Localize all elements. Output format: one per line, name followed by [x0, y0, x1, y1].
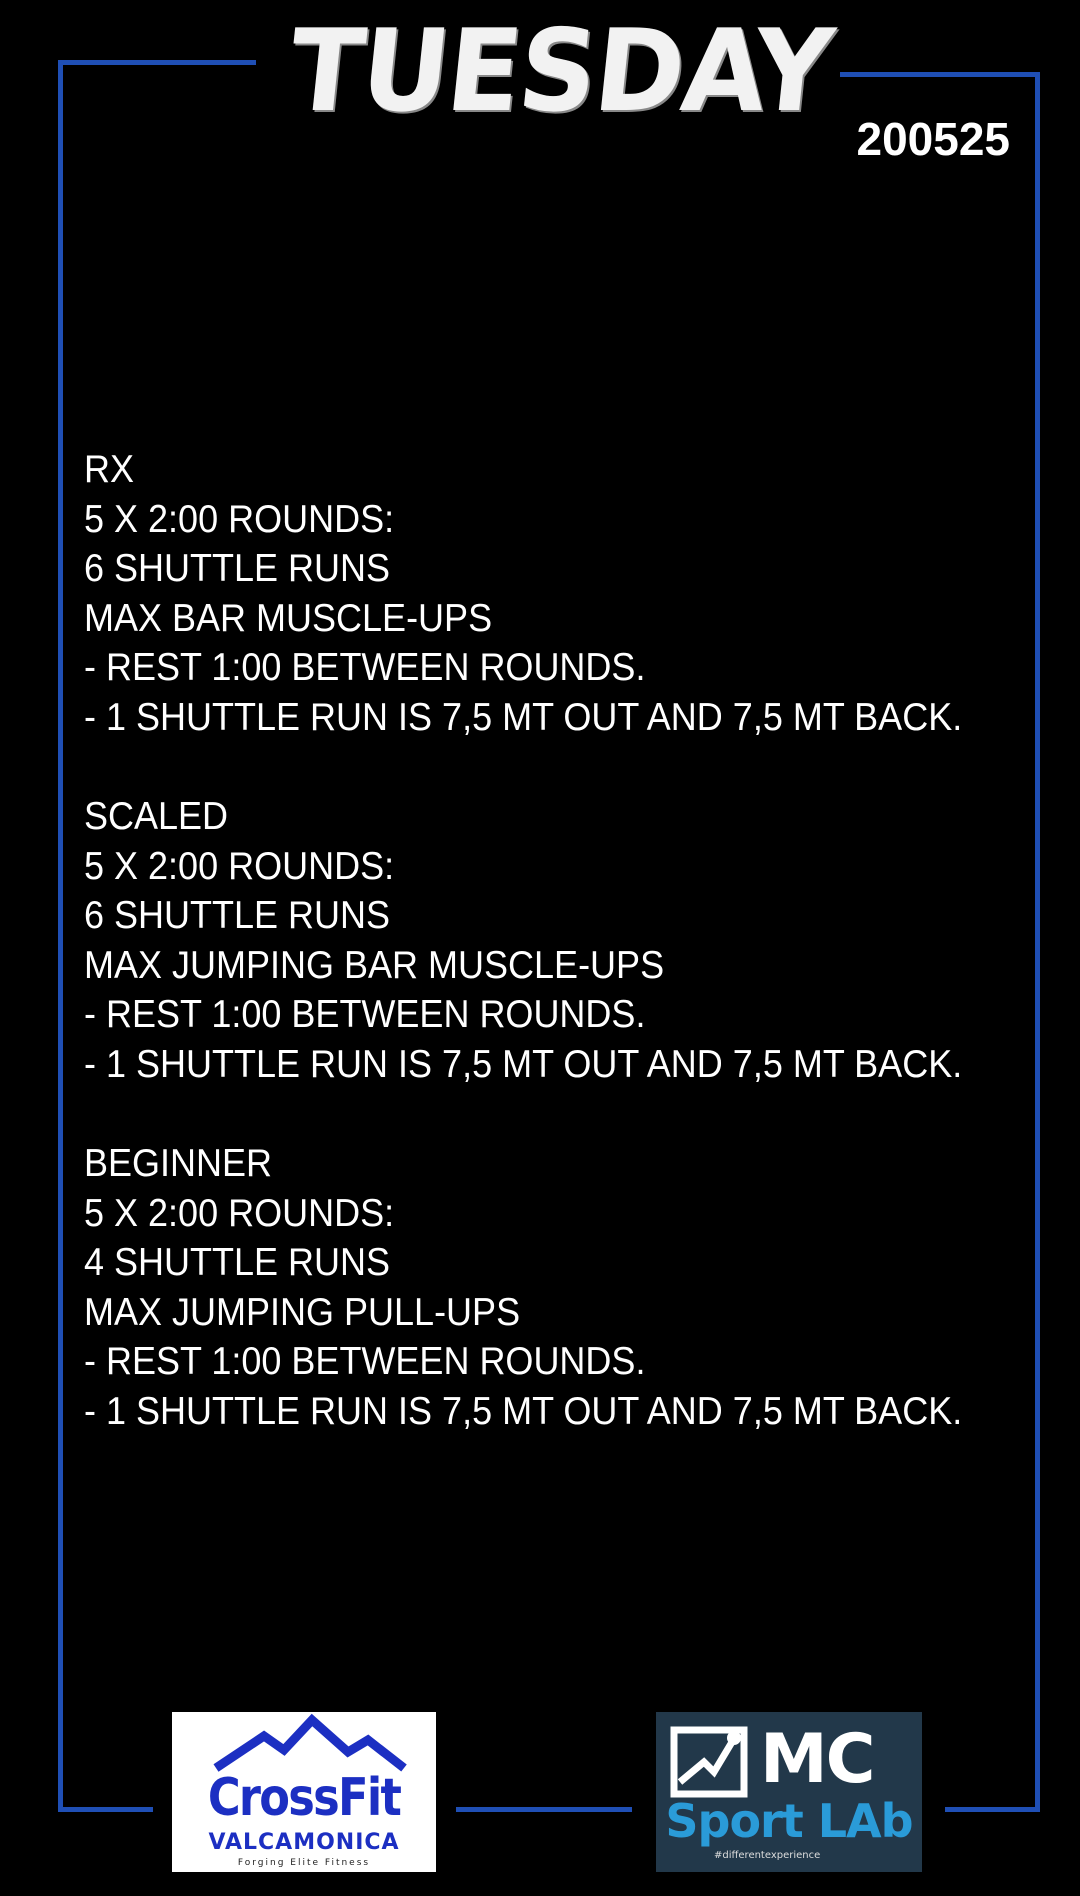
- section-heading: BEGINNER: [84, 1140, 273, 1185]
- workout-line: - 1 SHUTTLE RUN IS 7,5 MT OUT AND 7,5 MT BACK.: [84, 1387, 963, 1433]
- section-beginner: [84, 1138, 1024, 1435]
- frame-bottom-right: [945, 1807, 1040, 1812]
- workout-line: 5 X 2:00 ROUNDS:: [84, 1189, 395, 1235]
- athlete-icon: [670, 1722, 760, 1802]
- mc-subtitle: Sport LAb: [665, 1794, 913, 1848]
- section-heading: RX: [84, 446, 135, 491]
- mc-tagline: #differentexperience: [714, 1850, 821, 1861]
- crossfit-location: VALCAMONICA: [208, 1830, 400, 1855]
- frame-top-left: [58, 60, 256, 65]
- workout-line: 6 SHUTTLE RUNS: [84, 892, 391, 937]
- workout-line: 4 SHUTTLE RUNS: [84, 1239, 391, 1284]
- mc-name: MC: [760, 1720, 874, 1799]
- workout-line: - REST 1:00 BETWEEN ROUNDS.: [84, 991, 646, 1036]
- workout-line: - REST 1:00 BETWEEN ROUNDS.: [84, 1338, 646, 1383]
- frame-left: [58, 60, 63, 1812]
- workout-content: [84, 444, 1024, 1485]
- frame-top-right: [840, 72, 1040, 77]
- section-heading: SCALED: [84, 793, 229, 838]
- workout-line: MAX BAR MUSCLE-UPS: [84, 594, 493, 640]
- mc-sport-lab-logo: [656, 1712, 922, 1872]
- mountain-icon: [172, 1712, 436, 1772]
- section-rx: [84, 444, 1024, 741]
- frame-right: [1035, 72, 1040, 1812]
- frame-bottom-left: [58, 1807, 153, 1812]
- workout-line: - REST 1:00 BETWEEN ROUNDS.: [84, 644, 646, 689]
- workout-line: MAX JUMPING BAR MUSCLE-UPS: [84, 941, 665, 987]
- crossfit-name: CrossFit: [207, 1768, 401, 1828]
- frame-bottom-middle: [456, 1807, 632, 1812]
- workout-line: 5 X 2:00 ROUNDS:: [84, 842, 395, 888]
- section-scaled: [84, 791, 1024, 1088]
- crossfit-valcamonica-logo: [172, 1712, 436, 1872]
- date-label: 200525: [856, 113, 1010, 165]
- crossfit-tagline: Forging Elite Fitness: [237, 1858, 371, 1868]
- page-title: TUESDAY: [283, 5, 837, 138]
- workout-line: - 1 SHUTTLE RUN IS 7,5 MT OUT AND 7,5 MT BACK.: [84, 1040, 963, 1086]
- workout-line: 5 X 2:00 ROUNDS:: [84, 495, 395, 541]
- workout-line: MAX JUMPING PULL-UPS: [84, 1288, 521, 1334]
- workout-line: 6 SHUTTLE RUNS: [84, 545, 391, 590]
- workout-line: - 1 SHUTTLE RUN IS 7,5 MT OUT AND 7,5 MT BACK.: [84, 693, 963, 739]
